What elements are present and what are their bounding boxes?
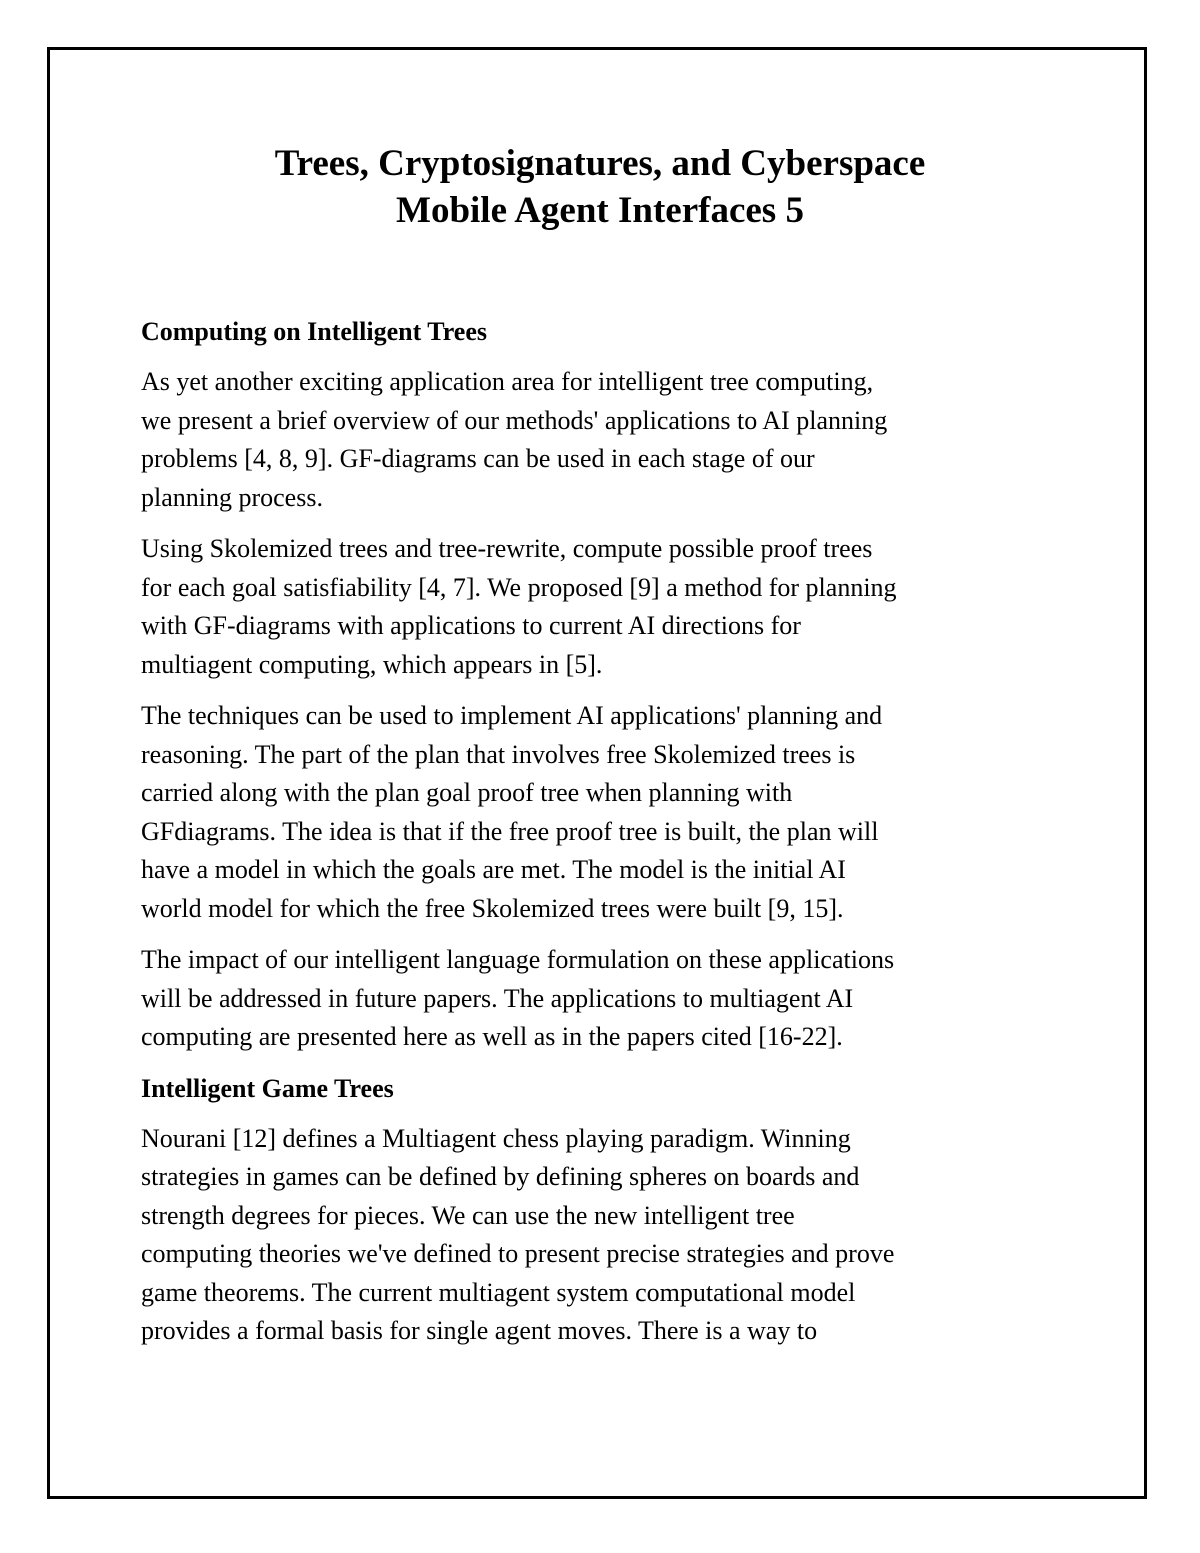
text-line: will be addressed in future papers. The applications to multiagent AI: [141, 983, 854, 1013]
text-line: GFdiagrams. The idea is that if the free proof tree is built, the plan will: [141, 816, 879, 846]
text-line: planning process.: [141, 482, 323, 512]
text-line: reasoning. The part of the plan that involves free Skolemized trees is: [141, 739, 856, 769]
text-line: have a model in which the goals are met. The model is the initial AI: [141, 855, 846, 884]
document-title: [0, 140, 1200, 234]
text-line: carried along with the plan goal proof tree when planning with: [141, 778, 793, 807]
text-line: multiagent computing, which appears in [5].: [141, 649, 603, 679]
paragraph-1: [141, 363, 1071, 517]
text-line: strategies in games can be defined by defining spheres on boards and: [141, 1162, 860, 1191]
text-line: provides a formal basis for single agent moves. There is a way to: [141, 1316, 818, 1345]
text-line: with GF-diagrams with applications to current AI directions for: [141, 611, 801, 640]
text-line: game theorems. The current multiagent system computational model: [141, 1277, 856, 1307]
text-line: strength degrees for pieces. We can use the new intelligent tree: [141, 1200, 795, 1230]
text-line: problems [4, 8, 9]. GF-diagrams can be used in each stage of our: [141, 444, 815, 473]
text-line: Using Skolemized trees and tree-rewrite, compute possible proof trees: [141, 534, 873, 563]
text-line: The techniques can be used to implement AI applications' planning and: [141, 701, 883, 730]
document-body: [141, 313, 1071, 1364]
paragraph-2: [141, 530, 1071, 684]
text-line: As yet another exciting application area for intelligent tree computing,: [141, 367, 874, 396]
section-heading-computing-on-intelligent-trees: Computing on Intelligent Trees: [141, 317, 487, 346]
paragraph-4: [141, 941, 1071, 1057]
text-line: Nourani [12] defines a Multiagent chess playing paradigm. Winning: [141, 1123, 851, 1153]
text-line: computing theories we've defined to present precise strategies and prove: [141, 1239, 895, 1268]
paragraph-3: [141, 697, 1071, 928]
text-line: computing are presented here as well as in the papers cited [16-22].: [141, 1022, 843, 1051]
title-line-1: Trees, Cryptosignatures, and Cyberspace: [274, 143, 926, 184]
text-line: world model for which the free Skolemized trees were built [9, 15].: [141, 893, 844, 923]
section-heading-intelligent-game-trees: Intelligent Game Trees: [141, 1073, 394, 1103]
title-line-2: Mobile Agent Interfaces 5: [396, 190, 804, 231]
paragraph-5: [141, 1120, 1071, 1351]
text-line: for each goal satisfiability [4, 7]. We proposed [9] a method for planning: [141, 572, 897, 602]
text-line: we present a brief overview of our methods' applications to AI planning: [141, 405, 888, 435]
text-line: The impact of our intelligent language formulation on these applications: [141, 945, 895, 974]
